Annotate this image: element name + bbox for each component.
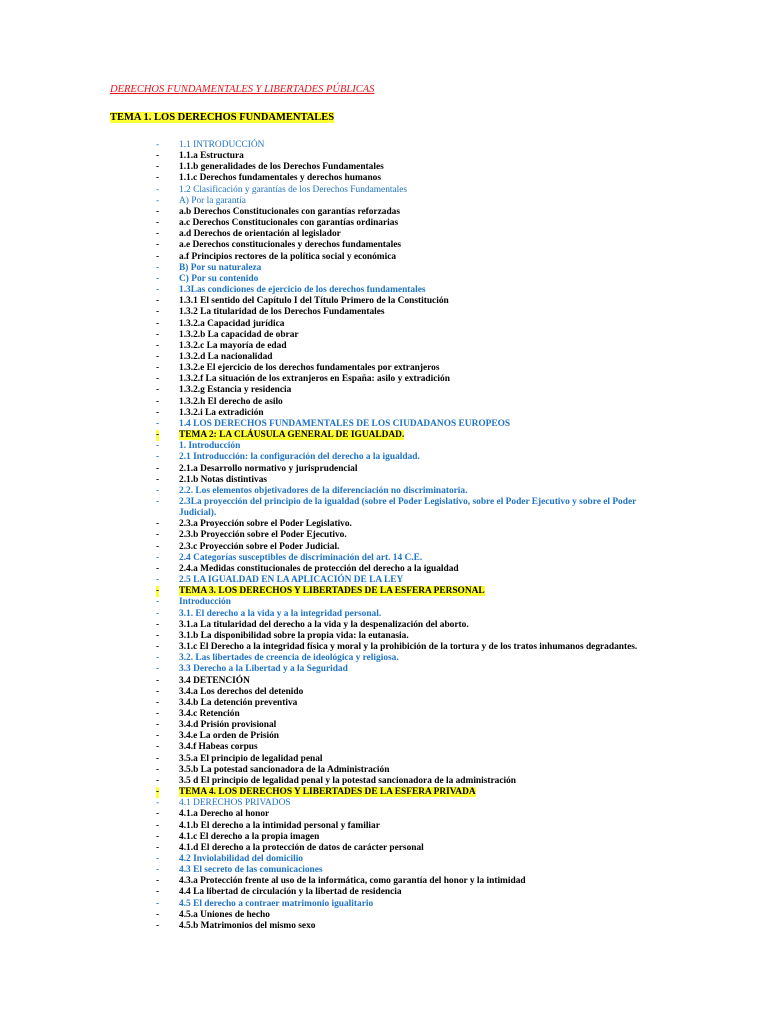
list-item-text: 1.3.2 La titularidad de los Derechos Fundamentales	[179, 307, 385, 318]
list-item	[0, 910, 768, 921]
list-item	[0, 207, 768, 218]
list-item-text: 1.1.b generalidades de los Derechos Fundamentales	[179, 162, 384, 173]
list-item	[0, 664, 768, 675]
bullet-dash: -	[156, 173, 160, 184]
list-item-text: 2.3.b Proyección sobre el Poder Ejecutivo.	[179, 530, 347, 541]
list-item	[0, 173, 768, 184]
list-item-text: 3.4.e La orden de Prisión	[179, 731, 279, 742]
list-item-text: 2.1.b Notas distintivas	[179, 474, 268, 485]
bullet-dash: -	[156, 441, 160, 452]
list-item-text: 1.3Las condiciones de ejercicio de los derechos fundamentales	[179, 285, 426, 296]
list-item-text: a.b Derechos Constitucionales con garantías reforzadas	[179, 206, 400, 217]
bullet-dash: -	[156, 697, 160, 708]
outline-list	[0, 140, 768, 932]
list-item-text: 1.3.2.f La situación de los extranjeros en España: asilo y extradición	[179, 374, 450, 385]
bullet-dash: -	[156, 285, 160, 296]
bullet-dash: -	[156, 775, 160, 786]
bullet-dash: -	[156, 541, 160, 552]
bullet-dash: -	[156, 151, 160, 162]
list-item-text: 3.4.c Retención	[179, 708, 240, 719]
list-item-text: 3.1. El derecho a la vida y a la integridad personal.	[179, 608, 382, 619]
list-item	[0, 687, 768, 698]
bullet-dash: -	[156, 887, 160, 898]
bullet-dash: -	[156, 619, 160, 630]
bullet-dash: -	[156, 184, 160, 195]
list-item-text: 1. Introducción	[179, 441, 241, 452]
bullet-dash: -	[156, 831, 160, 842]
list-item-text: 4.5.a Uniones de hecho	[179, 909, 270, 920]
list-item	[0, 240, 768, 251]
list-item-text: 2.4 Categorías susceptibles de discriminación del art. 14 C.E.	[179, 552, 423, 563]
list-item	[0, 330, 768, 341]
bullet-dash: -	[156, 162, 160, 173]
list-item-text: TEMA 2: LA CLÁUSULA GENERAL DE IGUALDAD.	[179, 430, 405, 441]
list-item-text: 3.1.a La titularidad del derecho a la vida y la despenalización del aborto.	[179, 619, 469, 630]
bullet-dash: -	[156, 418, 160, 429]
bullet-dash: -	[156, 920, 160, 931]
list-item-text: 2.5 LA IGUALDAD EN LA APLICACIÓN DE LA LEY	[179, 575, 404, 586]
document-title: DERECHOS FUNDAMENTALES Y LIBERTADES PÚBLICAS	[110, 84, 375, 95]
bullet-dash: -	[156, 374, 160, 385]
list-item	[0, 776, 768, 787]
list-item	[0, 765, 768, 776]
section-heading	[0, 430, 768, 441]
list-item-text: 4.3 El secreto de las comunicaciones	[179, 865, 323, 876]
list-item-text: 1.3.2.b La capacidad de obrar	[179, 329, 299, 340]
list-item-text: 1.3.2.c La mayoría de edad	[179, 340, 287, 351]
bullet-dash: -	[156, 530, 160, 541]
list-item	[0, 843, 768, 854]
bullet-dash: -	[156, 798, 160, 809]
section-heading	[0, 586, 768, 597]
bullet-dash: -	[156, 842, 160, 853]
bullet-dash: -	[156, 708, 160, 719]
list-item	[0, 162, 768, 173]
list-item	[0, 821, 768, 832]
list-item	[0, 385, 768, 396]
bullet-dash: -	[156, 686, 160, 697]
bullet-dash: -	[156, 909, 160, 920]
bullet-dash: -	[156, 329, 160, 340]
bullet-dash: -	[156, 240, 160, 251]
bullet-dash: -	[156, 206, 160, 217]
list-item-text: 3.5 d El principio de legalidad penal y la potestad sancionadora de la administración	[179, 775, 517, 786]
bullet-dash: -	[156, 195, 160, 206]
list-item-text: 1.2 Clasificación y garantías de los Derechos Fundamentales	[179, 184, 408, 195]
list-item	[0, 408, 768, 419]
list-item-text: 2.4.a Medidas constitucionales de protección del derecho a la igualdad	[179, 563, 459, 574]
list-item	[0, 854, 768, 865]
list-item	[0, 285, 768, 296]
bullet-dash: -	[156, 485, 160, 496]
list-item-text: TEMA 4. LOS DERECHOS Y LIBERTADES DE LA ESFERA PRIVADA	[179, 787, 476, 798]
list-item	[0, 452, 768, 463]
section-heading	[0, 787, 768, 798]
list-item-text: 3.1.c El Derecho a la integridad física y moral y la prohibición de la tortura y de los tratos inhumanos degradantes.	[179, 642, 638, 653]
list-item-text: C) Por su contenido	[179, 273, 259, 284]
list-item	[0, 653, 768, 664]
list-item	[0, 252, 768, 263]
bullet-dash: -	[156, 552, 160, 563]
bullet-dash: -	[156, 363, 160, 374]
list-item-text: 4.3.a Protección frente al uso de la informática, como garantía del honor y la intimidad	[179, 876, 526, 887]
list-item	[0, 151, 768, 162]
list-item	[0, 542, 768, 553]
bullet-dash: -	[156, 273, 160, 284]
list-item-text: 4.1.b El derecho a la intimidad personal y familiar	[179, 820, 380, 831]
list-item-text: a.d Derechos de orientación al legislador	[179, 229, 341, 240]
list-item	[0, 720, 768, 731]
bullet-dash: -	[156, 262, 160, 273]
bullet-dash: -	[156, 898, 160, 909]
list-item-text: 4.1.c El derecho a la propia imagen	[179, 831, 320, 842]
list-item	[0, 865, 768, 876]
list-item	[0, 374, 768, 385]
list-item-text: TEMA 3. LOS DERECHOS Y LIBERTADES DE LA ESFERA PERSONAL	[179, 586, 485, 597]
bullet-dash: -	[156, 218, 160, 229]
list-item	[0, 475, 768, 486]
list-item	[0, 731, 768, 742]
list-item	[0, 419, 768, 430]
bullet-dash: -	[156, 385, 160, 396]
list-item-text: 3.3 Derecho a la Libertad y a la Seguridad	[179, 664, 348, 675]
list-item-text: B) Por su naturaleza	[179, 262, 262, 273]
list-item	[0, 642, 768, 653]
list-item	[0, 229, 768, 240]
list-item-text: 3.1.b La disponibilidad sobre la propia vida: la eutanasia.	[179, 630, 409, 641]
list-item-text: 1.3.2.a Capacidad jurídica	[179, 318, 285, 329]
list-item	[0, 609, 768, 620]
list-item-text: 1.1 INTRODUCCIÓN	[179, 140, 265, 150]
list-item	[0, 575, 768, 586]
bullet-dash: -	[156, 474, 160, 485]
list-item	[0, 921, 768, 932]
list-item	[0, 597, 768, 608]
bullet-dash: -	[156, 497, 160, 507]
bullet-dash: -	[156, 608, 160, 619]
bullet-dash: -	[156, 764, 160, 775]
list-item	[0, 742, 768, 753]
list-item	[0, 754, 768, 765]
list-item	[0, 631, 768, 642]
bullet-dash: -	[156, 664, 160, 675]
bullet-dash: -	[156, 519, 160, 530]
list-item-text: 1.3.1 El sentido del Capítulo I del Título Primero de la Constitución	[179, 296, 449, 307]
bullet-dash: -	[156, 340, 160, 351]
list-item	[0, 620, 768, 631]
list-item	[0, 530, 768, 541]
list-item-text: a.c Derechos Constitucionales con garantías ordinarias	[179, 218, 399, 229]
list-item	[0, 709, 768, 720]
tema-1-heading-text: TEMA 1. LOS DERECHOS FUNDAMENTALES	[110, 112, 335, 123]
list-item	[0, 553, 768, 564]
list-item	[0, 798, 768, 809]
tema-1-heading	[110, 112, 334, 123]
bullet-dash: -	[156, 463, 160, 474]
list-item	[0, 497, 768, 519]
list-item	[0, 519, 768, 530]
list-item-text: 4.4 La libertad de circulación y la libertad de residencia	[179, 887, 402, 898]
list-item	[0, 441, 768, 452]
bullet-dash: -	[156, 229, 160, 240]
bullet-dash: -	[156, 586, 160, 597]
list-item-text: 3.4.f Habeas corpus	[179, 742, 258, 753]
list-item-text: A) Por la garantía	[179, 195, 246, 206]
list-item-text: 1.3.2.g Estancia y residencia	[179, 385, 292, 396]
bullet-dash: -	[156, 731, 160, 742]
list-item-text: 1.3.2.i La extradición	[179, 407, 264, 418]
list-item	[0, 809, 768, 820]
list-item	[0, 307, 768, 318]
list-item	[0, 196, 768, 207]
bullet-dash: -	[156, 296, 160, 307]
list-item	[0, 564, 768, 575]
list-item-text: a.e Derechos constitucionales y derechos fundamentales	[179, 240, 402, 251]
list-item	[0, 899, 768, 910]
bullet-dash: -	[156, 351, 160, 362]
list-item-text: 3.5.b La potestad sancionadora de la Administración	[179, 764, 390, 775]
list-item-text: 3.4.d Prisión provisional	[179, 720, 277, 731]
list-item	[0, 352, 768, 363]
list-item	[0, 296, 768, 307]
bullet-dash: -	[156, 865, 160, 876]
bullet-dash: -	[156, 720, 160, 731]
bullet-dash: -	[156, 396, 160, 407]
list-item-text: 2.3La proyección del principio de la igualdad (sobre el Poder Legislativo, sobre el Poder Ejecutivo y sobre el Poder Judicial).	[179, 497, 637, 519]
bullet-dash: -	[156, 809, 160, 820]
list-item-text: 1.3.2.h El derecho de asilo	[179, 396, 283, 407]
list-item-text: 4.2 Inviolabilidad del domicilio	[179, 854, 303, 864]
list-item-text: 4.1 DERECHOS PRIVADOS	[179, 798, 291, 809]
list-item	[0, 464, 768, 475]
list-item-text: 4.5 El derecho a contraer matrimonio igualitario	[179, 898, 374, 909]
bullet-dash: -	[156, 563, 160, 574]
bullet-dash: -	[156, 251, 160, 262]
bullet-dash: -	[156, 787, 160, 798]
bullet-dash: -	[156, 452, 160, 463]
list-item	[0, 274, 768, 285]
list-item	[0, 263, 768, 274]
list-item-text: 4.1.a Derecho al honor	[179, 809, 270, 820]
bullet-dash: -	[156, 820, 160, 831]
list-item	[0, 363, 768, 374]
bullet-dash: -	[156, 318, 160, 329]
bullet-dash: -	[156, 876, 160, 887]
list-item-text: a.f Principios rectores de la política social y económica	[179, 251, 397, 262]
list-item-text: 3.4.b La detención preventiva	[179, 697, 298, 708]
list-item	[0, 341, 768, 352]
list-item	[0, 876, 768, 887]
list-item-text: 3.4 DETENCIÓN	[179, 675, 250, 686]
list-item	[0, 319, 768, 330]
list-item-text: 2.1 Introducción: la configuración del derecho a la igualdad.	[179, 452, 420, 463]
list-item-text: 3.4.a Los derechos del detenido	[179, 686, 304, 697]
list-item	[0, 397, 768, 408]
bullet-dash: -	[156, 630, 160, 641]
list-item-text: 2.2. Los elementos objetivadores de la diferenciación no discriminatoria.	[179, 485, 468, 496]
bullet-dash: -	[156, 653, 160, 664]
list-item-text: 1.1.c Derechos fundamentales y derechos humanos	[179, 173, 381, 184]
list-item-text: 2.3.a Proyección sobre el Poder Legislativo.	[179, 519, 352, 530]
list-item-text: 3.2. Las libertades de creencia de ideológica y religiosa.	[179, 653, 399, 664]
list-item-text: 2.3.c Proyección sobre el Poder Judicial.	[179, 541, 340, 552]
bullet-dash: -	[156, 597, 160, 608]
list-item-text: 4.1.d El derecho a la protección de datos de carácter personal	[179, 842, 424, 853]
list-item-text: 4.5.b Matrimonios del mismo sexo	[179, 920, 316, 931]
bullet-dash: -	[156, 854, 160, 864]
list-item	[0, 887, 768, 898]
list-item	[0, 140, 768, 151]
list-item	[0, 218, 768, 229]
list-item-text: Introducción	[179, 597, 231, 608]
bullet-dash: -	[156, 642, 160, 653]
bullet-dash: -	[156, 575, 160, 586]
list-item-text: 1.1.a Estructura	[179, 151, 244, 162]
list-item	[0, 676, 768, 687]
list-item	[0, 832, 768, 843]
list-item-text: 1.3.2.e El ejercicio de los derechos fundamentales por extranjeros	[179, 363, 440, 374]
bullet-dash: -	[156, 307, 160, 318]
bullet-dash: -	[156, 140, 160, 150]
list-item	[0, 185, 768, 196]
list-item	[0, 698, 768, 709]
bullet-dash: -	[156, 407, 160, 418]
list-item	[0, 486, 768, 497]
list-item-text: 1.4 LOS DERECHOS FUNDAMENTALES DE LOS CIUDADANOS EUROPEOS	[179, 418, 511, 429]
bullet-dash: -	[156, 753, 160, 764]
bullet-dash: -	[156, 675, 160, 686]
list-item-text: 3.5.a El principio de legalidad penal	[179, 753, 323, 764]
bullet-dash: -	[156, 430, 160, 441]
list-item-text: 2.1.a Desarrollo normativo y jurisprudencial	[179, 463, 358, 474]
bullet-dash: -	[156, 742, 160, 753]
list-item-text: 1.3.2.d La nacionalidad	[179, 351, 273, 362]
